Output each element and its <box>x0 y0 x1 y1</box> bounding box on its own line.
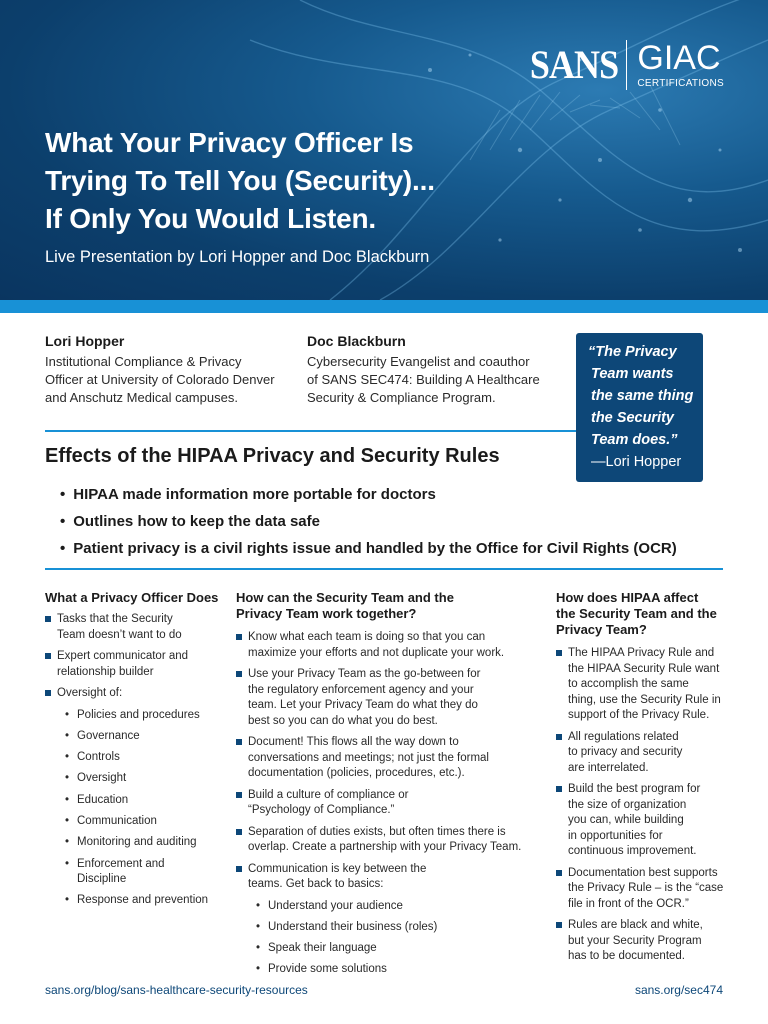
list-item-line: has to be documented. <box>568 950 685 962</box>
list-item-line: to accomplish the same <box>568 678 689 690</box>
sub-item-line: • Response and prevention <box>77 894 209 907</box>
sub-list <box>57 708 225 909</box>
speaker-bio <box>307 353 547 407</box>
list-item <box>236 862 536 978</box>
heading-line: Privacy Team work together? <box>236 606 417 621</box>
sub-item-line: • Enforcement and <box>77 857 165 870</box>
quote-line: the Security <box>591 410 674 426</box>
list-item-line: thing, use the Security Rule in <box>568 693 721 706</box>
list-item-line: the size of organization <box>568 798 687 811</box>
sub-item-line: • Oversight <box>77 772 127 785</box>
list-item-line: Use your Privacy Team as the go-between for <box>248 668 481 680</box>
blog-resources-link[interactable]: sans.org/blog/sans-healthcare-security-resources <box>45 983 308 997</box>
sub-list-item <box>57 835 225 851</box>
section-divider <box>45 568 723 570</box>
list-item-line: Tasks that the Security <box>57 613 173 625</box>
bio-line: and Anschutz Medical campuses. <box>45 390 238 405</box>
bio-line: Officer at University of Colorado Denver <box>45 372 275 387</box>
heading-line: Privacy Team? <box>556 622 647 637</box>
list-item <box>236 630 536 661</box>
title-line: Trying To Tell You (Security)... <box>45 165 435 196</box>
sans-giac-logo <box>520 40 724 90</box>
effects-item: • Patient privacy is a civil rights issue and handled by the Office for Civil Rights (OCR) <box>60 535 677 562</box>
list-item-line: to privacy and security <box>568 746 683 758</box>
sub-item-line: • Education <box>77 793 129 806</box>
list-item-line: maximize your efforts and not duplicate your work. <box>248 646 505 659</box>
list-item-line: team. Let your Privacy Team do what they do <box>248 699 478 711</box>
section-divider <box>45 430 576 432</box>
sub-list-item <box>57 750 225 766</box>
column-heading <box>556 590 736 638</box>
list-item-line: “Psychology of Compliance.” <box>248 804 395 816</box>
sub-list-item <box>57 793 225 809</box>
list-item-line: Build the best program for <box>568 783 701 795</box>
list-item-line: the HIPAA Security Rule want <box>568 662 720 675</box>
quote-line: the same thing <box>591 388 694 404</box>
quote-text <box>588 341 695 451</box>
list-item-line: Expert communicator and <box>57 650 189 662</box>
sec474-link[interactable]: sans.org/sec474 <box>634 983 723 997</box>
list-item <box>236 667 536 729</box>
quote-line: Team does.” <box>591 432 678 448</box>
list-item-line: Communication is key between the <box>248 862 427 875</box>
list-item <box>556 918 736 965</box>
list-item <box>556 866 736 913</box>
quote-line: “The Privacy <box>588 344 677 360</box>
list-item-line: are interrelated. <box>568 761 649 774</box>
sub-item-line: • Governance <box>77 729 140 742</box>
list-item-line: Document! This flows all the way down to <box>248 736 459 748</box>
heading-line: the Security Team and the <box>556 606 717 621</box>
sub-item-line: • Speak their language <box>268 942 377 955</box>
sub-list-item <box>57 857 225 888</box>
column-list <box>45 612 225 909</box>
column-privacy-officer <box>45 590 225 915</box>
sans-logo-text: SANS <box>529 42 619 87</box>
speaker-name: Doc Blackburn <box>307 333 406 349</box>
list-item-line: but your Security Program <box>568 934 702 947</box>
bio-line: Security & Compliance Program. <box>307 390 496 405</box>
list-item-line: file in front of the OCR.” <box>568 897 689 910</box>
list-item <box>556 646 736 724</box>
column-heading: What a Privacy Officer Does <box>45 590 219 605</box>
heading-line: How does HIPAA affect <box>556 590 699 605</box>
list-item <box>236 735 536 782</box>
sub-item-line: • Understand their business (roles) <box>268 920 438 933</box>
list-item <box>45 686 225 909</box>
sub-list-item <box>248 941 536 957</box>
list-item-line: Rules are black and white, <box>568 919 703 931</box>
bio-line: Institutional Compliance & Privacy <box>45 354 242 369</box>
list-item-line: Team doesn’t want to do <box>57 628 182 641</box>
page-subtitle: Live Presentation by Lori Hopper and Doc Blackburn <box>45 248 430 266</box>
sub-list-item <box>57 729 225 745</box>
giac-logo-caption: CERTIFICATIONS <box>637 78 724 89</box>
bio-line: of SANS SEC474: Building A Healthcare <box>307 372 540 387</box>
list-item-line: teams. Get back to basics: <box>248 878 384 890</box>
list-item-line: documentation (policies, procedures, etc.). <box>248 767 465 779</box>
pull-quote <box>576 333 703 482</box>
effects-item: • Outlines how to keep the data safe <box>60 508 677 535</box>
logo-divider <box>626 40 627 90</box>
list-item-line: Know what each team is doing so that you can <box>248 631 486 643</box>
sub-list-item <box>57 708 225 724</box>
list-item-line: the regulatory enforcement agency and your <box>248 683 474 696</box>
list-item-line: overlap. Create a partnership with your Privacy Team. <box>248 841 522 853</box>
sub-list-item <box>248 920 536 936</box>
sub-list-item <box>248 899 536 915</box>
list-item-line: in opportunities for <box>568 829 663 842</box>
list-item-line: The HIPAA Privacy Rule and <box>568 647 715 659</box>
effects-heading: Effects of the HIPAA Privacy and Security Rules <box>45 445 500 467</box>
list-item <box>45 649 225 680</box>
list-item-line: you can, while building <box>568 814 684 826</box>
title-line: What Your Privacy Officer Is <box>45 127 414 158</box>
heading-line: How can the Security Team and the <box>236 590 454 605</box>
column-list <box>556 646 736 965</box>
sub-item-line: • Policies and procedures <box>77 708 200 721</box>
sub-list-item <box>57 893 225 909</box>
speaker-doc-blackburn <box>307 333 547 407</box>
list-item-line: relationship builder <box>57 665 154 678</box>
page-title <box>45 124 505 238</box>
sub-list-item <box>57 771 225 787</box>
sub-item-line: • Communication <box>77 814 157 827</box>
sub-item-line: • Provide some solutions <box>268 963 387 976</box>
list-item-line: Build a culture of compliance or <box>248 788 409 801</box>
list-item <box>556 730 736 777</box>
effects-list <box>60 481 677 562</box>
header-banner <box>0 0 768 300</box>
sub-list-item <box>248 962 536 978</box>
list-item-line: Separation of duties exists, but often times there is <box>248 825 506 838</box>
list-item-line: Documentation best supports <box>568 866 718 879</box>
title-line: If Only You Would Listen. <box>45 203 377 234</box>
list-item-line: All regulations related <box>568 730 679 743</box>
sub-item-line: • Understand your audience <box>268 899 403 912</box>
list-item <box>45 612 225 643</box>
list-item-line: support of the Privacy Rule. <box>568 709 710 721</box>
list-item <box>236 825 536 856</box>
sub-list <box>248 899 536 978</box>
giac-logo-text: GIAC <box>637 39 721 77</box>
sub-item-line: Discipline <box>77 873 127 886</box>
header-accent-bar <box>0 300 768 313</box>
column-hipaa-affect <box>556 590 736 971</box>
list-item-line: conversations and meetings; not just the formal <box>248 751 489 764</box>
list-item <box>556 782 736 860</box>
list-item-line: continuous improvement. <box>568 845 697 857</box>
sub-item-line: • Controls <box>77 751 120 764</box>
sub-item-line: • Monitoring and auditing <box>77 836 197 849</box>
column-list <box>236 630 536 978</box>
speaker-lori-hopper <box>45 333 295 407</box>
effects-item: • HIPAA made information more portable for doctors <box>60 481 677 508</box>
speaker-name: Lori Hopper <box>45 333 125 349</box>
list-item <box>236 788 536 819</box>
column-heading <box>236 590 536 622</box>
quote-line: Team wants <box>591 366 674 382</box>
list-item-line: the Privacy Rule – is the “case <box>568 882 724 894</box>
list-item-line: Oversight of: <box>57 687 123 699</box>
column-work-together <box>236 590 536 984</box>
list-item-line: best so you can do what you do best. <box>248 714 438 727</box>
speaker-bio <box>45 353 295 407</box>
bio-line: Cybersecurity Evangelist and coauthor <box>307 354 530 369</box>
quote-attribution: —Lori Hopper <box>591 454 682 470</box>
sub-list-item <box>57 814 225 830</box>
